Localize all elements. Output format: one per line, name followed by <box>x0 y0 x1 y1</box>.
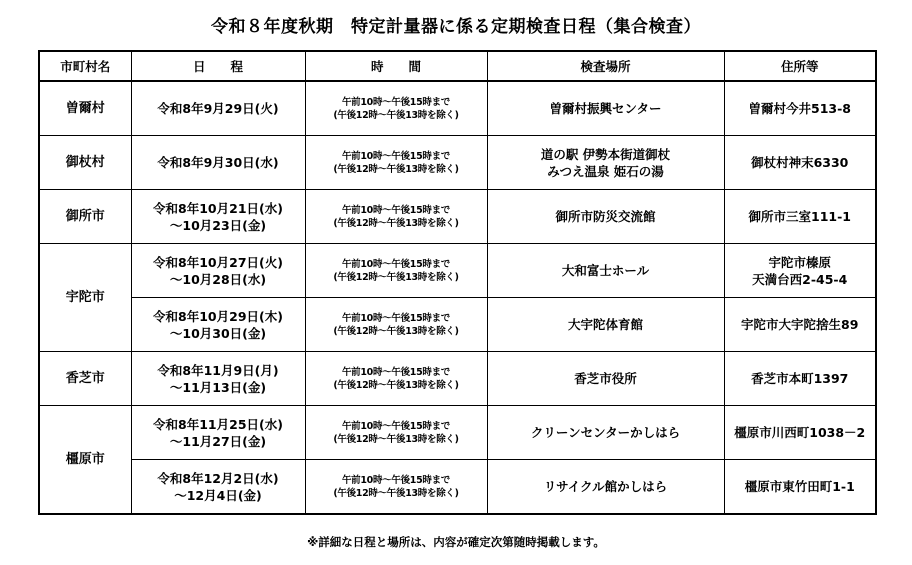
address-cell <box>724 244 876 298</box>
venue-name: リサイクル館かしはら <box>543 479 668 494</box>
municipality-cell: 御杖村 <box>39 136 131 190</box>
venue-cell <box>487 190 724 244</box>
time-range: 午前10時～午後15時まで <box>341 258 451 270</box>
time-cell <box>305 244 487 298</box>
venue-cell <box>487 298 724 352</box>
address-text: 橿原市川西町1038－2 <box>734 425 866 440</box>
venue-name: 大和富士ホール <box>561 263 650 278</box>
date-end: ～10月23日(金) <box>169 217 267 233</box>
municipality-cell: 橿原市 <box>39 406 131 515</box>
header-schedule: 日 程 <box>131 51 305 81</box>
address-text: 御所市三室111-1 <box>748 209 851 224</box>
time-exclusion: (午後12時～午後13時を除く) <box>333 325 459 337</box>
header-time: 時 間 <box>305 51 487 81</box>
date-start: 令和8年9月30日(水) <box>157 155 279 170</box>
time-exclusion: (午後12時～午後13時を除く) <box>333 109 459 121</box>
page-title: 令和８年度秋期 特定計量器に係る定期検査日程（集合検査） <box>211 17 701 37</box>
time-range: 午前10時～午後15時まで <box>341 312 451 324</box>
header-address: 住所等 <box>724 51 876 81</box>
address-text: 宇陀市大宇陀捨生89 <box>741 317 859 332</box>
table-row <box>39 298 876 352</box>
address-cell <box>724 460 876 515</box>
venue-name-line2: みつえ温泉 姫石の湯 <box>547 163 664 179</box>
time-cell <box>305 352 487 406</box>
time-range: 午前10時～午後15時まで <box>341 96 451 108</box>
address-cell <box>724 298 876 352</box>
address-text: 御杖村神末6330 <box>751 155 849 170</box>
time-cell <box>305 298 487 352</box>
date-start: 令和8年10月27日(火) <box>153 254 283 270</box>
date-start: 令和8年11月25日(水) <box>153 416 283 432</box>
venue-name: 香芝市役所 <box>574 371 637 386</box>
date-cell <box>131 460 305 515</box>
time-exclusion: (午後12時～午後13時を除く) <box>333 271 459 283</box>
venue-name: 御所市防災交流館 <box>555 209 656 224</box>
address-cell <box>724 406 876 460</box>
municipality-cell: 御所市 <box>39 190 131 244</box>
time-exclusion: (午後12時～午後13時を除く) <box>333 433 459 445</box>
table-row <box>39 244 876 298</box>
time-exclusion: (午後12時～午後13時を除く) <box>333 487 459 499</box>
venue-cell <box>487 81 724 136</box>
table-row <box>39 352 876 406</box>
municipality-cell: 香芝市 <box>39 352 131 406</box>
venue-cell <box>487 244 724 298</box>
date-start: 令和8年11月9日(月) <box>157 362 279 378</box>
time-exclusion: (午後12時～午後13時を除く) <box>333 163 459 175</box>
time-cell <box>305 81 487 136</box>
time-range: 午前10時～午後15時まで <box>341 474 451 486</box>
address-text: 橿原市東竹田町1-1 <box>744 479 855 494</box>
address-cell <box>724 190 876 244</box>
table-row <box>39 136 876 190</box>
table-row <box>39 81 876 136</box>
venue-name: 道の駅 伊勢本街道御杖 <box>540 146 671 162</box>
date-cell <box>131 136 305 190</box>
time-range: 午前10時～午後15時まで <box>341 150 451 162</box>
date-start: 令和8年9月29日(火) <box>157 101 279 116</box>
schedule-table <box>38 50 877 515</box>
municipality-cell: 宇陀市 <box>39 244 131 352</box>
venue-cell <box>487 460 724 515</box>
address-cell <box>724 81 876 136</box>
time-cell <box>305 136 487 190</box>
municipality-cell: 曽爾村 <box>39 81 131 136</box>
venue-name: 大宇陀体育館 <box>567 317 643 332</box>
time-range: 午前10時～午後15時まで <box>341 366 451 378</box>
time-range: 午前10時～午後15時まで <box>341 204 451 216</box>
venue-cell <box>487 136 724 190</box>
venue-cell <box>487 406 724 460</box>
date-end: ～10月28日(水) <box>169 271 267 287</box>
address-text: 曽爾村今井513-8 <box>748 101 851 116</box>
venue-cell <box>487 352 724 406</box>
address-text-line2: 天満台西2-45-4 <box>752 271 848 287</box>
time-exclusion: (午後12時～午後13時を除く) <box>333 379 459 391</box>
date-end: ～10月30日(金) <box>169 325 267 341</box>
table-row <box>39 460 876 515</box>
date-end: ～12月4日(金) <box>174 487 262 503</box>
time-cell <box>305 406 487 460</box>
date-cell <box>131 81 305 136</box>
address-cell <box>724 352 876 406</box>
table-row <box>39 406 876 460</box>
date-start: 令和8年10月21日(水) <box>153 200 283 216</box>
venue-name: クリーンセンターかしはら <box>530 425 681 440</box>
time-cell <box>305 190 487 244</box>
date-start: 令和8年10月29日(木) <box>153 308 283 324</box>
time-exclusion: (午後12時～午後13時を除く) <box>333 217 459 229</box>
date-cell <box>131 352 305 406</box>
address-text: 宇陀市榛原 <box>768 254 831 270</box>
date-end: ～11月13日(金) <box>169 379 267 395</box>
venue-name: 曽爾村振興センター <box>549 101 662 116</box>
date-start: 令和8年12月2日(水) <box>157 470 279 486</box>
footnote: ※詳細な日程と場所は、内容が確定次第随時掲載します。 <box>307 535 605 549</box>
address-cell <box>724 136 876 190</box>
header-municipality: 市町村名 <box>39 51 131 81</box>
header-venue: 検査場所 <box>487 51 724 81</box>
table-row <box>39 190 876 244</box>
date-cell <box>131 406 305 460</box>
date-end: ～11月27日(金) <box>169 433 267 449</box>
date-cell <box>131 298 305 352</box>
date-cell <box>131 244 305 298</box>
date-cell <box>131 190 305 244</box>
header-row <box>39 51 876 81</box>
time-range: 午前10時～午後15時まで <box>341 420 451 432</box>
time-cell <box>305 460 487 515</box>
address-text: 香芝市本町1397 <box>751 371 849 386</box>
